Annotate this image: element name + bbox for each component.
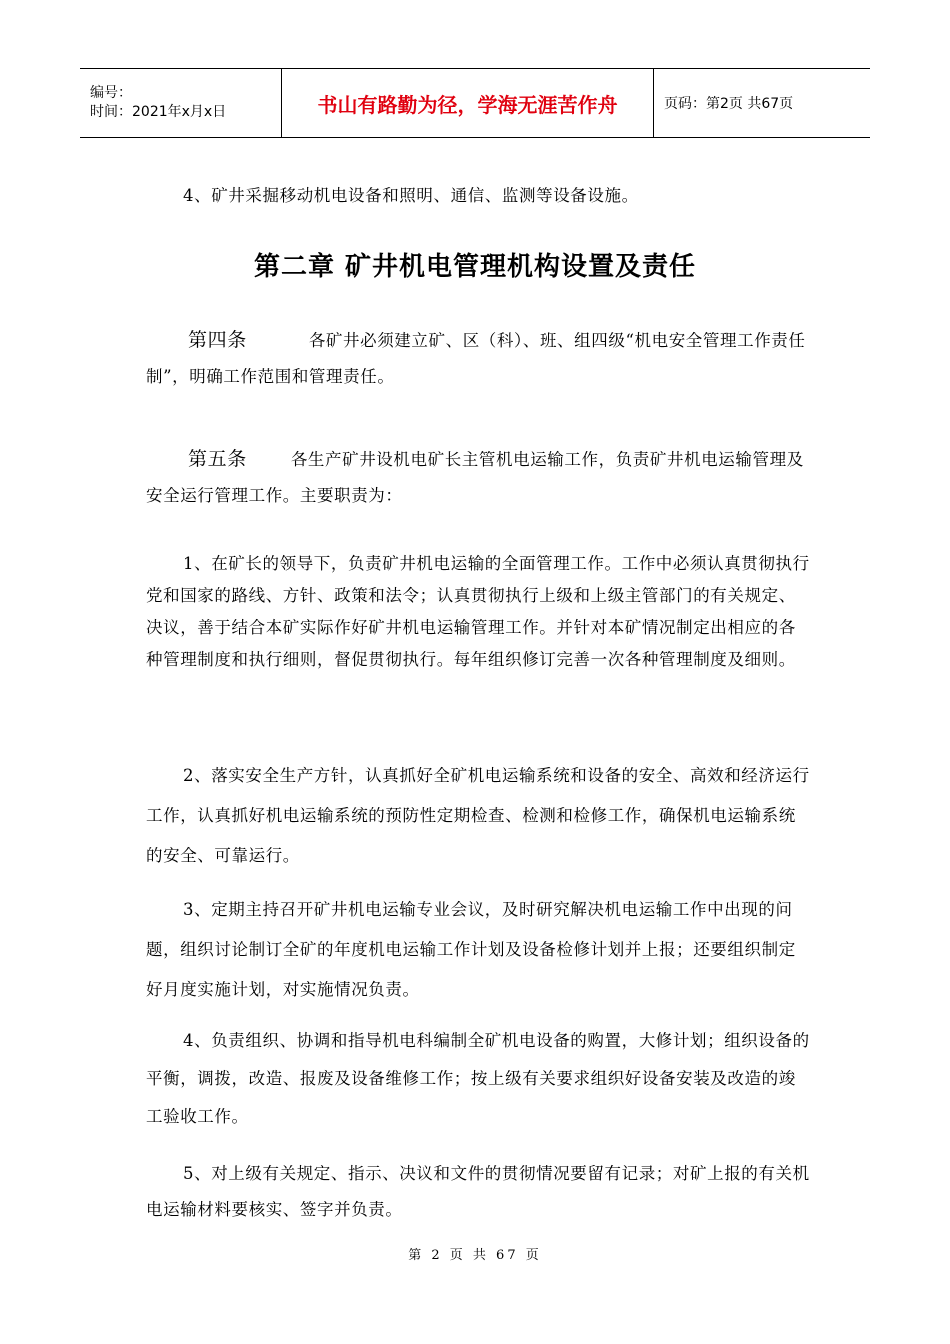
- article-4: [146, 322, 810, 395]
- duty-2: 2、落实安全生产方针，认真抓好全矿机电运输系统和设备的安全、高效和经济运行工作，认真抓好机电运输系统的预防性定期检查、检测和检修工作，确保机电运输系统的安全、可靠运行。: [146, 766, 810, 865]
- page-footer: 第 2 页 共 67 页: [408, 1248, 542, 1263]
- article-5: [146, 441, 810, 514]
- duty-5: 5、对上级有关规定、指示、决议和文件的贯彻情况要留有记录；对矿上报的有关机电运输材料要核实、签字并负责。: [146, 1164, 810, 1219]
- item4-intro: 4、矿井采掘移动机电设备和照明、通信、监测等设备设施。: [183, 186, 639, 205]
- article-4-label: 第四条: [188, 329, 247, 351]
- doc-number-label: 编号：: [90, 85, 132, 101]
- header-page-info: 页码：第2页 共67页: [664, 96, 794, 112]
- article-5-text: 各生产矿井设机电矿长主管机电运输工作，负责矿井机电运输管理及安全运行管理工作。主要职责为：: [146, 450, 804, 505]
- header-meta: [80, 69, 282, 137]
- duty-3: 3、定期主持召开矿井机电运输专业会议，及时研究解决机电运输工作中出现的问题，组织讨论制订全矿的年度机电运输工作计划及设备检修计划并上报；还要组织制定好月度实施计划，对实施情况负责。: [146, 900, 796, 999]
- chapter-title: 第二章 矿井机电管理机构设置及责任: [253, 252, 697, 282]
- duty-1: 1、在矿长的领导下，负责矿井机电运输的全面管理工作。工作中必须认真贯彻执行党和国家的路线、方针、政策和法令；认真贯彻执行上级和上级主管部门的有关规定、决议，善于结合本矿实际作好矿井机电运输管理工作。并针对本矿情况制定出相应的各种管理制度和执行细则，督促贯彻执行。每年组织修订完善一次各种管理制度及细则。: [146, 554, 810, 669]
- header-motto: 书山有路勤为径，学海无涯苦作舟: [282, 69, 654, 137]
- page-header: [80, 68, 870, 138]
- article-4-text: 各矿井必须建立矿、区（科）、班、组四级“机电安全管理工作责任制”，明确工作范围和管理责任。: [146, 331, 806, 386]
- duty-4: 4、负责组织、协调和指导机电科编制全矿机电设备的购置，大修计划；组织设备的平衡，调拨，改造、报废及设备维修工作；按上级有关要求组织好设备安装及改造的竣工验收工作。: [146, 1031, 810, 1126]
- article-5-label: 第五条: [188, 448, 247, 470]
- doc-time-label: 时间：2021年x月x日: [90, 104, 227, 120]
